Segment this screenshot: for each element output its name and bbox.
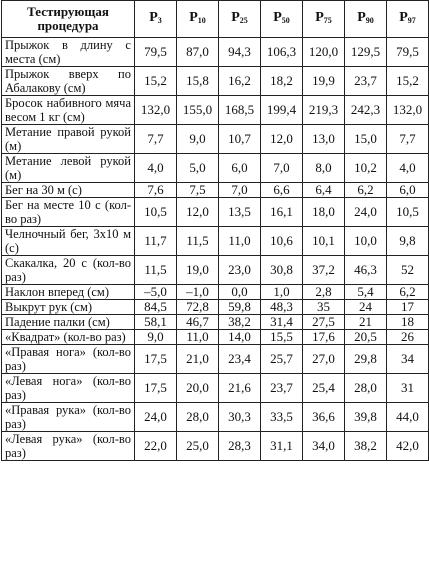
percentile-subscript: 50 bbox=[281, 15, 290, 25]
value-cell: 242,3 bbox=[345, 96, 387, 125]
value-cell: 23,4 bbox=[219, 345, 261, 374]
value-cell: 87,0 bbox=[177, 38, 219, 67]
value-cell: 11,7 bbox=[135, 227, 177, 256]
value-cell: 28,0 bbox=[177, 403, 219, 432]
value-cell: 27,0 bbox=[303, 345, 345, 374]
value-cell: 16,2 bbox=[219, 67, 261, 96]
value-cell: 13,0 bbox=[303, 125, 345, 154]
value-cell: 34 bbox=[387, 345, 429, 374]
percentile-letter: P bbox=[357, 9, 366, 25]
value-cell: 21,0 bbox=[177, 345, 219, 374]
value-cell: 11,5 bbox=[135, 256, 177, 285]
table-row bbox=[2, 432, 429, 461]
value-cell: 10,6 bbox=[261, 227, 303, 256]
percentile-letter: P bbox=[231, 9, 240, 25]
value-cell: 20,5 bbox=[345, 330, 387, 345]
value-cell: 12,0 bbox=[261, 125, 303, 154]
percentile-letter: P bbox=[399, 9, 408, 25]
value-cell: 13,5 bbox=[219, 198, 261, 227]
value-cell: 28,0 bbox=[345, 374, 387, 403]
value-cell: 11,0 bbox=[219, 227, 261, 256]
table-row bbox=[2, 374, 429, 403]
value-cell: 6,2 bbox=[345, 183, 387, 198]
table-row bbox=[2, 345, 429, 374]
value-cell: 19,9 bbox=[303, 67, 345, 96]
value-cell: 199,4 bbox=[261, 96, 303, 125]
value-cell: 34,0 bbox=[303, 432, 345, 461]
header-percentile-10 bbox=[177, 1, 219, 38]
percentile-letter: P bbox=[315, 9, 324, 25]
value-cell: 17 bbox=[387, 300, 429, 315]
test-name-cell: «Правая рука» (кол-во раз) bbox=[2, 403, 135, 432]
value-cell: 18,0 bbox=[303, 198, 345, 227]
value-cell: –1,0 bbox=[177, 285, 219, 300]
test-name-cell: Бег на 30 м (с) bbox=[2, 183, 135, 198]
value-cell: 7,0 bbox=[219, 183, 261, 198]
test-name-cell: Челночный бег, 3х10 м (с) bbox=[2, 227, 135, 256]
value-cell: 15,2 bbox=[387, 67, 429, 96]
value-cell: 15,2 bbox=[135, 67, 177, 96]
value-cell: 4,0 bbox=[135, 154, 177, 183]
value-cell: 18 bbox=[387, 315, 429, 330]
table-row bbox=[2, 154, 429, 183]
test-name-cell: Бросок набивного мяча весом 1 кг (см) bbox=[2, 96, 135, 125]
value-cell: 9,0 bbox=[177, 125, 219, 154]
value-cell: 26 bbox=[387, 330, 429, 345]
value-cell: 20,0 bbox=[177, 374, 219, 403]
table-row bbox=[2, 125, 429, 154]
value-cell: 52 bbox=[387, 256, 429, 285]
value-cell: 24,0 bbox=[135, 403, 177, 432]
test-name-cell: Прыжок вверх по Абалакову (см) bbox=[2, 67, 135, 96]
test-name-cell: «Правая нога» (кол-во раз) bbox=[2, 345, 135, 374]
value-cell: 7,7 bbox=[135, 125, 177, 154]
value-cell: 30,3 bbox=[219, 403, 261, 432]
percentile-subscript: 75 bbox=[323, 15, 332, 25]
value-cell: 72,8 bbox=[177, 300, 219, 315]
value-cell: 5,0 bbox=[177, 154, 219, 183]
value-cell: 24,0 bbox=[345, 198, 387, 227]
value-cell: 7,0 bbox=[261, 154, 303, 183]
value-cell: 42,0 bbox=[387, 432, 429, 461]
value-cell: 1,0 bbox=[261, 285, 303, 300]
value-cell: 106,3 bbox=[261, 38, 303, 67]
value-cell: 17,6 bbox=[303, 330, 345, 345]
header-percentile-50 bbox=[261, 1, 303, 38]
test-name-cell: «Квадрат» (кол-во раз) bbox=[2, 330, 135, 345]
value-cell: 6,4 bbox=[303, 183, 345, 198]
value-cell: 10,1 bbox=[303, 227, 345, 256]
value-cell: 24 bbox=[345, 300, 387, 315]
value-cell: 37,2 bbox=[303, 256, 345, 285]
value-cell: 168,5 bbox=[219, 96, 261, 125]
test-name-cell: Метание правой рукой (м) bbox=[2, 125, 135, 154]
value-cell: 48,3 bbox=[261, 300, 303, 315]
percentile-letter: P bbox=[149, 9, 158, 25]
value-cell: 46,7 bbox=[177, 315, 219, 330]
value-cell: 21 bbox=[345, 315, 387, 330]
value-cell: 15,5 bbox=[261, 330, 303, 345]
value-cell: 36,6 bbox=[303, 403, 345, 432]
value-cell: 94,3 bbox=[219, 38, 261, 67]
value-cell: 120,0 bbox=[303, 38, 345, 67]
table-row bbox=[2, 183, 429, 198]
value-cell: 12,0 bbox=[177, 198, 219, 227]
value-cell: 11,0 bbox=[177, 330, 219, 345]
value-cell: 17,5 bbox=[135, 374, 177, 403]
value-cell: 129,5 bbox=[345, 38, 387, 67]
value-cell: 11,5 bbox=[177, 227, 219, 256]
value-cell: 79,5 bbox=[387, 38, 429, 67]
value-cell: 9,8 bbox=[387, 227, 429, 256]
test-name-cell: Скакалка, 20 с (кол-во раз) bbox=[2, 256, 135, 285]
test-name-cell: Метание левой рукой (м) bbox=[2, 154, 135, 183]
value-cell: 16,1 bbox=[261, 198, 303, 227]
value-cell: 0,0 bbox=[219, 285, 261, 300]
table-row bbox=[2, 198, 429, 227]
value-cell: 14,0 bbox=[219, 330, 261, 345]
value-cell: –5,0 bbox=[135, 285, 177, 300]
table-row bbox=[2, 227, 429, 256]
value-cell: 31 bbox=[387, 374, 429, 403]
value-cell: 27,5 bbox=[303, 315, 345, 330]
value-cell: 219,3 bbox=[303, 96, 345, 125]
value-cell: 7,6 bbox=[135, 183, 177, 198]
value-cell: 25,7 bbox=[261, 345, 303, 374]
test-name-cell: Выкрут рук (см) bbox=[2, 300, 135, 315]
percentile-subscript: 97 bbox=[407, 15, 416, 25]
value-cell: 25,4 bbox=[303, 374, 345, 403]
table-row bbox=[2, 285, 429, 300]
value-cell: 9,0 bbox=[135, 330, 177, 345]
table-row bbox=[2, 403, 429, 432]
value-cell: 25,0 bbox=[177, 432, 219, 461]
value-cell: 31,1 bbox=[261, 432, 303, 461]
value-cell: 23,0 bbox=[219, 256, 261, 285]
value-cell: 18,2 bbox=[261, 67, 303, 96]
value-cell: 6,2 bbox=[387, 285, 429, 300]
value-cell: 30,8 bbox=[261, 256, 303, 285]
percentile-subscript: 25 bbox=[239, 15, 248, 25]
percentile-subscript: 3 bbox=[157, 15, 162, 25]
value-cell: 21,6 bbox=[219, 374, 261, 403]
value-cell: 29,8 bbox=[345, 345, 387, 374]
value-cell: 10,5 bbox=[135, 198, 177, 227]
value-cell: 7,5 bbox=[177, 183, 219, 198]
value-cell: 15,8 bbox=[177, 67, 219, 96]
percentile-subscript: 90 bbox=[365, 15, 374, 25]
value-cell: 6,6 bbox=[261, 183, 303, 198]
header-percentile-90 bbox=[345, 1, 387, 38]
value-cell: 39,8 bbox=[345, 403, 387, 432]
value-cell: 6,0 bbox=[387, 183, 429, 198]
test-name-cell: «Левая нога» (кол-во раз) bbox=[2, 374, 135, 403]
value-cell: 2,8 bbox=[303, 285, 345, 300]
value-cell: 23,7 bbox=[345, 67, 387, 96]
table-row bbox=[2, 256, 429, 285]
percentile-letter: P bbox=[273, 9, 282, 25]
value-cell: 58,1 bbox=[135, 315, 177, 330]
header-percentile-75 bbox=[303, 1, 345, 38]
test-name-cell: «Левая рука» (кол-во раз) bbox=[2, 432, 135, 461]
value-cell: 84,5 bbox=[135, 300, 177, 315]
value-cell: 22,0 bbox=[135, 432, 177, 461]
value-cell: 46,3 bbox=[345, 256, 387, 285]
value-cell: 33,5 bbox=[261, 403, 303, 432]
table-row bbox=[2, 300, 429, 315]
value-cell: 155,0 bbox=[177, 96, 219, 125]
value-cell: 38,2 bbox=[345, 432, 387, 461]
test-name-cell: Прыжок в длину с места (см) bbox=[2, 38, 135, 67]
value-cell: 132,0 bbox=[135, 96, 177, 125]
value-cell: 17,5 bbox=[135, 345, 177, 374]
test-name-cell: Наклон вперед (см) bbox=[2, 285, 135, 300]
value-cell: 6,0 bbox=[219, 154, 261, 183]
test-name-cell: Бег на месте 10 с (кол-во раз) bbox=[2, 198, 135, 227]
percentile-subscript: 10 bbox=[197, 15, 206, 25]
value-cell: 10,2 bbox=[345, 154, 387, 183]
table-row bbox=[2, 67, 429, 96]
table-row bbox=[2, 330, 429, 345]
value-cell: 44,0 bbox=[387, 403, 429, 432]
value-cell: 10,5 bbox=[387, 198, 429, 227]
value-cell: 5,4 bbox=[345, 285, 387, 300]
value-cell: 10,7 bbox=[219, 125, 261, 154]
value-cell: 35 bbox=[303, 300, 345, 315]
table-row bbox=[2, 38, 429, 67]
table-row bbox=[2, 315, 429, 330]
test-name-cell: Падение палки (см) bbox=[2, 315, 135, 330]
table-row bbox=[2, 96, 429, 125]
value-cell: 38,2 bbox=[219, 315, 261, 330]
header-percentile-97 bbox=[387, 1, 429, 38]
value-cell: 59,8 bbox=[219, 300, 261, 315]
value-cell: 15,0 bbox=[345, 125, 387, 154]
value-cell: 28,3 bbox=[219, 432, 261, 461]
value-cell: 4,0 bbox=[387, 154, 429, 183]
value-cell: 8,0 bbox=[303, 154, 345, 183]
table-header-row bbox=[2, 1, 429, 38]
value-cell: 23,7 bbox=[261, 374, 303, 403]
value-cell: 79,5 bbox=[135, 38, 177, 67]
value-cell: 10,0 bbox=[345, 227, 387, 256]
value-cell: 19,0 bbox=[177, 256, 219, 285]
percentile-table bbox=[1, 0, 429, 461]
header-test-procedure: Тестирующая процедура bbox=[2, 1, 135, 38]
percentile-letter: P bbox=[189, 9, 198, 25]
value-cell: 31,4 bbox=[261, 315, 303, 330]
value-cell: 7,7 bbox=[387, 125, 429, 154]
header-percentile-3 bbox=[135, 1, 177, 38]
value-cell: 132,0 bbox=[387, 96, 429, 125]
table-body bbox=[2, 38, 429, 461]
header-percentile-25 bbox=[219, 1, 261, 38]
